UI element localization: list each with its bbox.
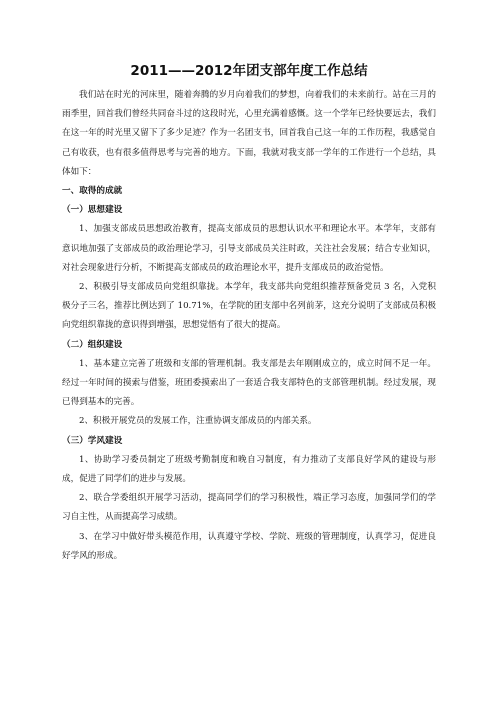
- subsection-heading-study-style: （三）学风建设: [62, 435, 123, 446]
- organization-paragraph-1: 1、基本建立完善了班级和支部的管理机制。我支部是去年刚刚成立的，成立时间不足一年。经过一年时间的摸索与借鉴，班团委摸索出了一套适合我支部特色的支部管理机制。经过发展，现已得到基本的完善。: [62, 358, 436, 408]
- subsection-heading-ideology: （一）思想建设: [62, 205, 123, 216]
- study-style-paragraph-3: 3、在学习中做好带头模范作用，认真遵守学校、学院、班级的管理制度，认真学习，促进良好学风的形成。: [62, 531, 436, 561]
- study-style-paragraph-2: 2、联合学委组织开展学习活动，提高同学们的学习积极性，端正学习态度，加强同学们的学习自主性，从而提高学习成绩。: [62, 493, 436, 523]
- section-heading-achievements: 一、取得的成就: [62, 186, 123, 197]
- ideology-paragraph-1: 1、加强支部成员思想政治教育，提高支部成员的思想认识水平和理论水平。本学年，支部有意识地加强了支部成员的政治理论学习，引导支部成员关注时政，关注社会发展；结合专业知识，对社会现象进行分析，不断提高支部成员的政治理论水平，提升支部成员的政治觉悟。: [62, 224, 436, 273]
- subsection-heading-organization: （二）组织建设: [62, 339, 123, 350]
- intro-paragraph: 我们站在时光的河床里，随着奔腾的岁月向着我们的梦想，向着我们的未来前行。站在三月的雨季里，回首我们曾经共同奋斗过的这段时光，心里充满着感慨。这一个学年已经快要远去，我们在这一年的时光里又留下了多少足迹？作为一名团支书，回首我自己这一年的工作历程，我感觉自己有收获，也有很多值得思考与完善的地方。下面，我就对我支部一学年的工作进行一个总结，具体如下：: [62, 90, 436, 177]
- document-page: [62, 62, 436, 566]
- document-title: 2011——2012年团支部年度工作总结: [130, 63, 368, 79]
- ideology-paragraph-2: 2、积极引导支部成员向党组织靠拢。本学年，我支部共向党组织推荐预备党员 3 名，入党积极分子三名，推荐比例达到了 10.71%，在学院的团支部中名列前茅，这充分说明了支部成员积极向党组织靠拢的意识得到增强，思想觉悟有了很大的提高。: [62, 282, 436, 331]
- organization-paragraph-2: 2、积极开展党员的发展工作，注重协调支部成员的内部关系。: [79, 416, 317, 427]
- study-style-paragraph-1: 1、协助学习委员制定了班级考勤制度和晚自习制度，有力推动了支部良好学风的建设与形成，促进了同学们的进步与发展。: [62, 454, 436, 485]
